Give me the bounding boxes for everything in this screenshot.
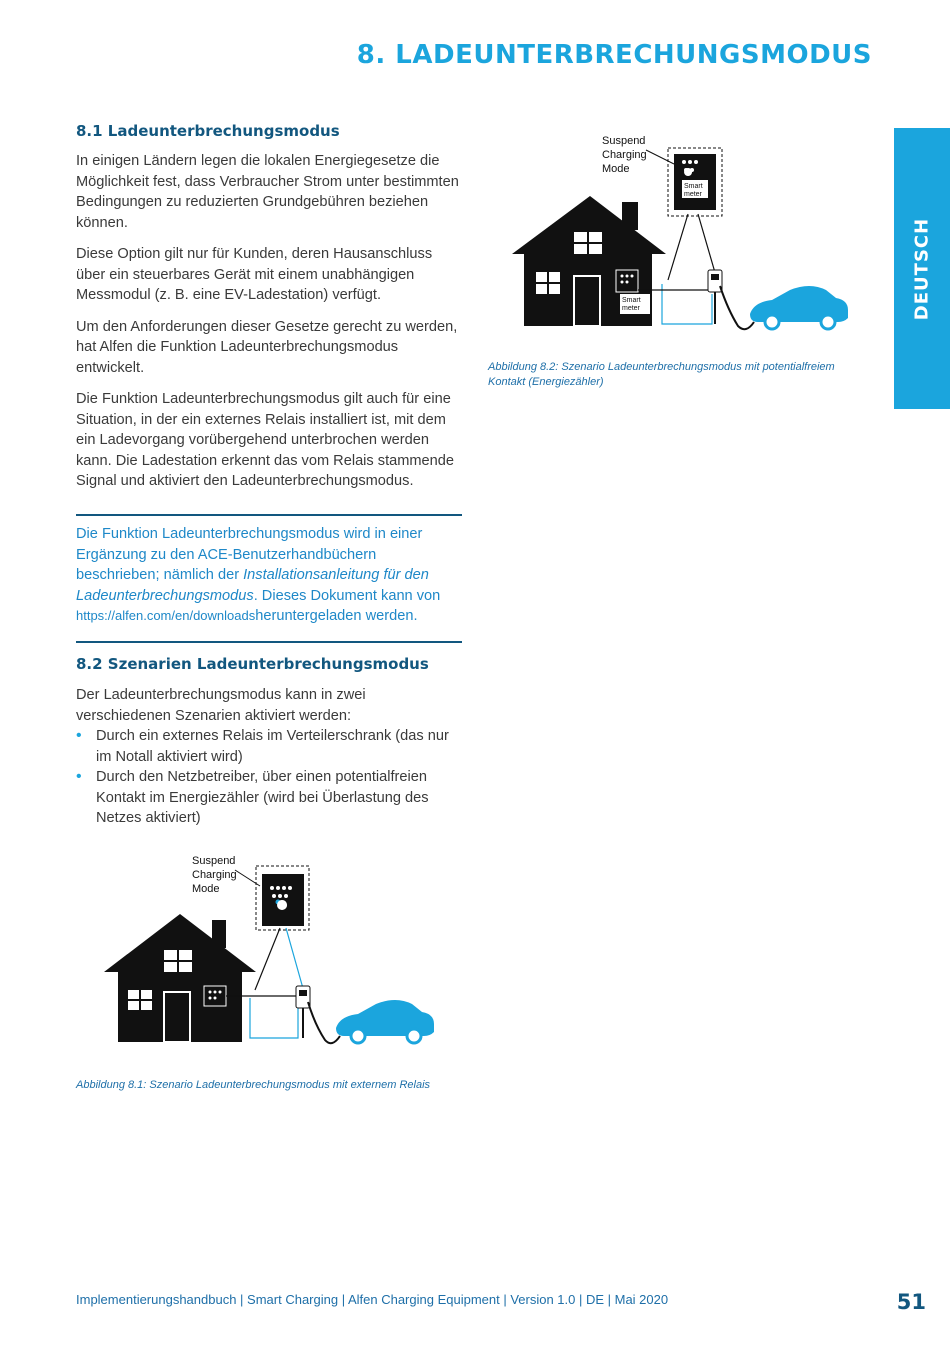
suspend-label-line1: Suspend xyxy=(602,135,646,147)
language-tab xyxy=(894,128,950,409)
paragraph: Die Funktion Ladeunterbrechungsmodus gilt auch für eine Situation, in der ein externes Relais installiert ist, mit dem ein Ladevorgang vorübergehend unterbrochen werden kann. Die Ladestation erkennt das vom Relais stammende Signal und aktiviert den Ladeunterbrechungsmodus. xyxy=(76,391,455,489)
figure-8-1-diagram xyxy=(100,850,440,1055)
car-wheel-front xyxy=(765,315,779,329)
distribution-box xyxy=(204,986,226,1006)
house-meter-label-line1: Smart xyxy=(622,297,641,304)
label-pointer xyxy=(646,150,674,164)
suspend-label-line2: Charging xyxy=(192,869,237,881)
bullet-list xyxy=(76,726,462,829)
figure-8-1-caption: Abbildung 8.1: Szenario Ladeunterbrechungsmodus mit externem Relais xyxy=(76,1079,431,1091)
note-text-start: Die Funktion Ladeunterbrechungsmodus wird in einer Ergänzung zu den ACE-Benutzerhandbüchern beschrieben; nämlich der xyxy=(76,526,423,583)
figure-8-2-diagram xyxy=(508,130,854,340)
suspend-label-line2: Charging xyxy=(602,149,647,161)
footer-text: Implementierungshandbuch | Smart Charging | Alfen Charging Equipment | Version 1.0 | DE | Mai 2020 xyxy=(76,1292,669,1307)
paragraph: Der Ladeunterbrechungsmodus kann in zwei verschiedenen Szenarien aktiviert werden: xyxy=(76,687,366,724)
chimney xyxy=(212,920,226,948)
bullet-icon: • xyxy=(76,768,82,785)
list-item-text: Durch ein externes Relais im Verteilerschrank (das nur im Notall aktiviert wird) xyxy=(96,728,449,765)
suspend-label-line3: Mode xyxy=(192,883,220,895)
suspend-label-line1: Suspend xyxy=(192,855,236,867)
paragraph: Diese Option gilt nur für Kunden, deren Hausanschluss über ein steuerbares Gerät mit einem unabhängigen Messmodul (z. B. eine EV-Ladestation) verfügt. xyxy=(76,246,433,303)
section-8-2 xyxy=(76,655,462,829)
note-document-title: Installationsanleitung für den Ladeunterbrechungsmodus xyxy=(76,567,429,604)
section-heading: 8.2 Szenarien Ladeunterbrechungsmodus xyxy=(76,655,429,673)
charging-cable xyxy=(308,1002,340,1043)
paragraph: Um den Anforderungen dieser Gesetze gerecht zu werden, hat Alfen die Funktion Ladeunterbrechungsmodus entwickelt. xyxy=(76,318,458,376)
note-text-middle: . Dieses Dokument kann von xyxy=(253,587,441,604)
car-wheel-front xyxy=(351,1029,365,1043)
chapter-title: 8. LADEUNTERBRECHUNGSMODUS xyxy=(356,40,872,70)
chimney xyxy=(622,202,638,230)
meter-switch-icon xyxy=(684,168,692,176)
section-8-1 xyxy=(76,122,462,503)
language-tab-label: DEUTSCH xyxy=(911,217,933,320)
figure-8-2-caption: Abbildung 8.2: Szenario Ladeunterbrechungsmodus mit potentialfreiem Kontakt (Energiezähler) xyxy=(488,361,835,388)
house-meter-label-line2: meter xyxy=(622,305,640,312)
car-wheel-rear xyxy=(407,1029,421,1043)
charging-cable xyxy=(720,286,754,329)
section-heading: 8.1 Ladeunterbrechungsmodus xyxy=(76,122,340,140)
paragraph: In einigen Ländern legen die lokalen Energiegesetze die Möglichkeit fest, dass Verbraucher Strom unter bestimmten Bedingungen zu reduzierten Grundgebühren beziehen können. xyxy=(76,153,459,231)
note-box xyxy=(76,514,462,643)
note-text-end: heruntergeladen werden. xyxy=(255,608,418,624)
smart-meter-label-line2: meter xyxy=(684,191,702,198)
list-item xyxy=(76,767,462,829)
list-item-text: Durch den Netzbetreiber, über einen potentialfreien Kontakt im Energiezähler (wird bei Überlastung des Netzes aktiviert) xyxy=(96,769,429,826)
charger-screen xyxy=(711,274,719,280)
relay-panel xyxy=(262,874,304,926)
page-number: 51 xyxy=(896,1290,926,1314)
house-silhouette xyxy=(104,914,256,1042)
charger-screen xyxy=(299,990,307,996)
note-text xyxy=(76,524,462,627)
car-wheel-rear xyxy=(821,315,835,329)
bullet-icon: • xyxy=(76,727,82,744)
download-link[interactable]: https://alfen.com/en/downloads xyxy=(76,608,256,623)
relay-switch-icon xyxy=(277,900,287,910)
smart-meter-label-line1: Smart xyxy=(684,183,703,190)
suspend-label-line3: Mode xyxy=(602,163,630,175)
list-item xyxy=(76,726,462,767)
